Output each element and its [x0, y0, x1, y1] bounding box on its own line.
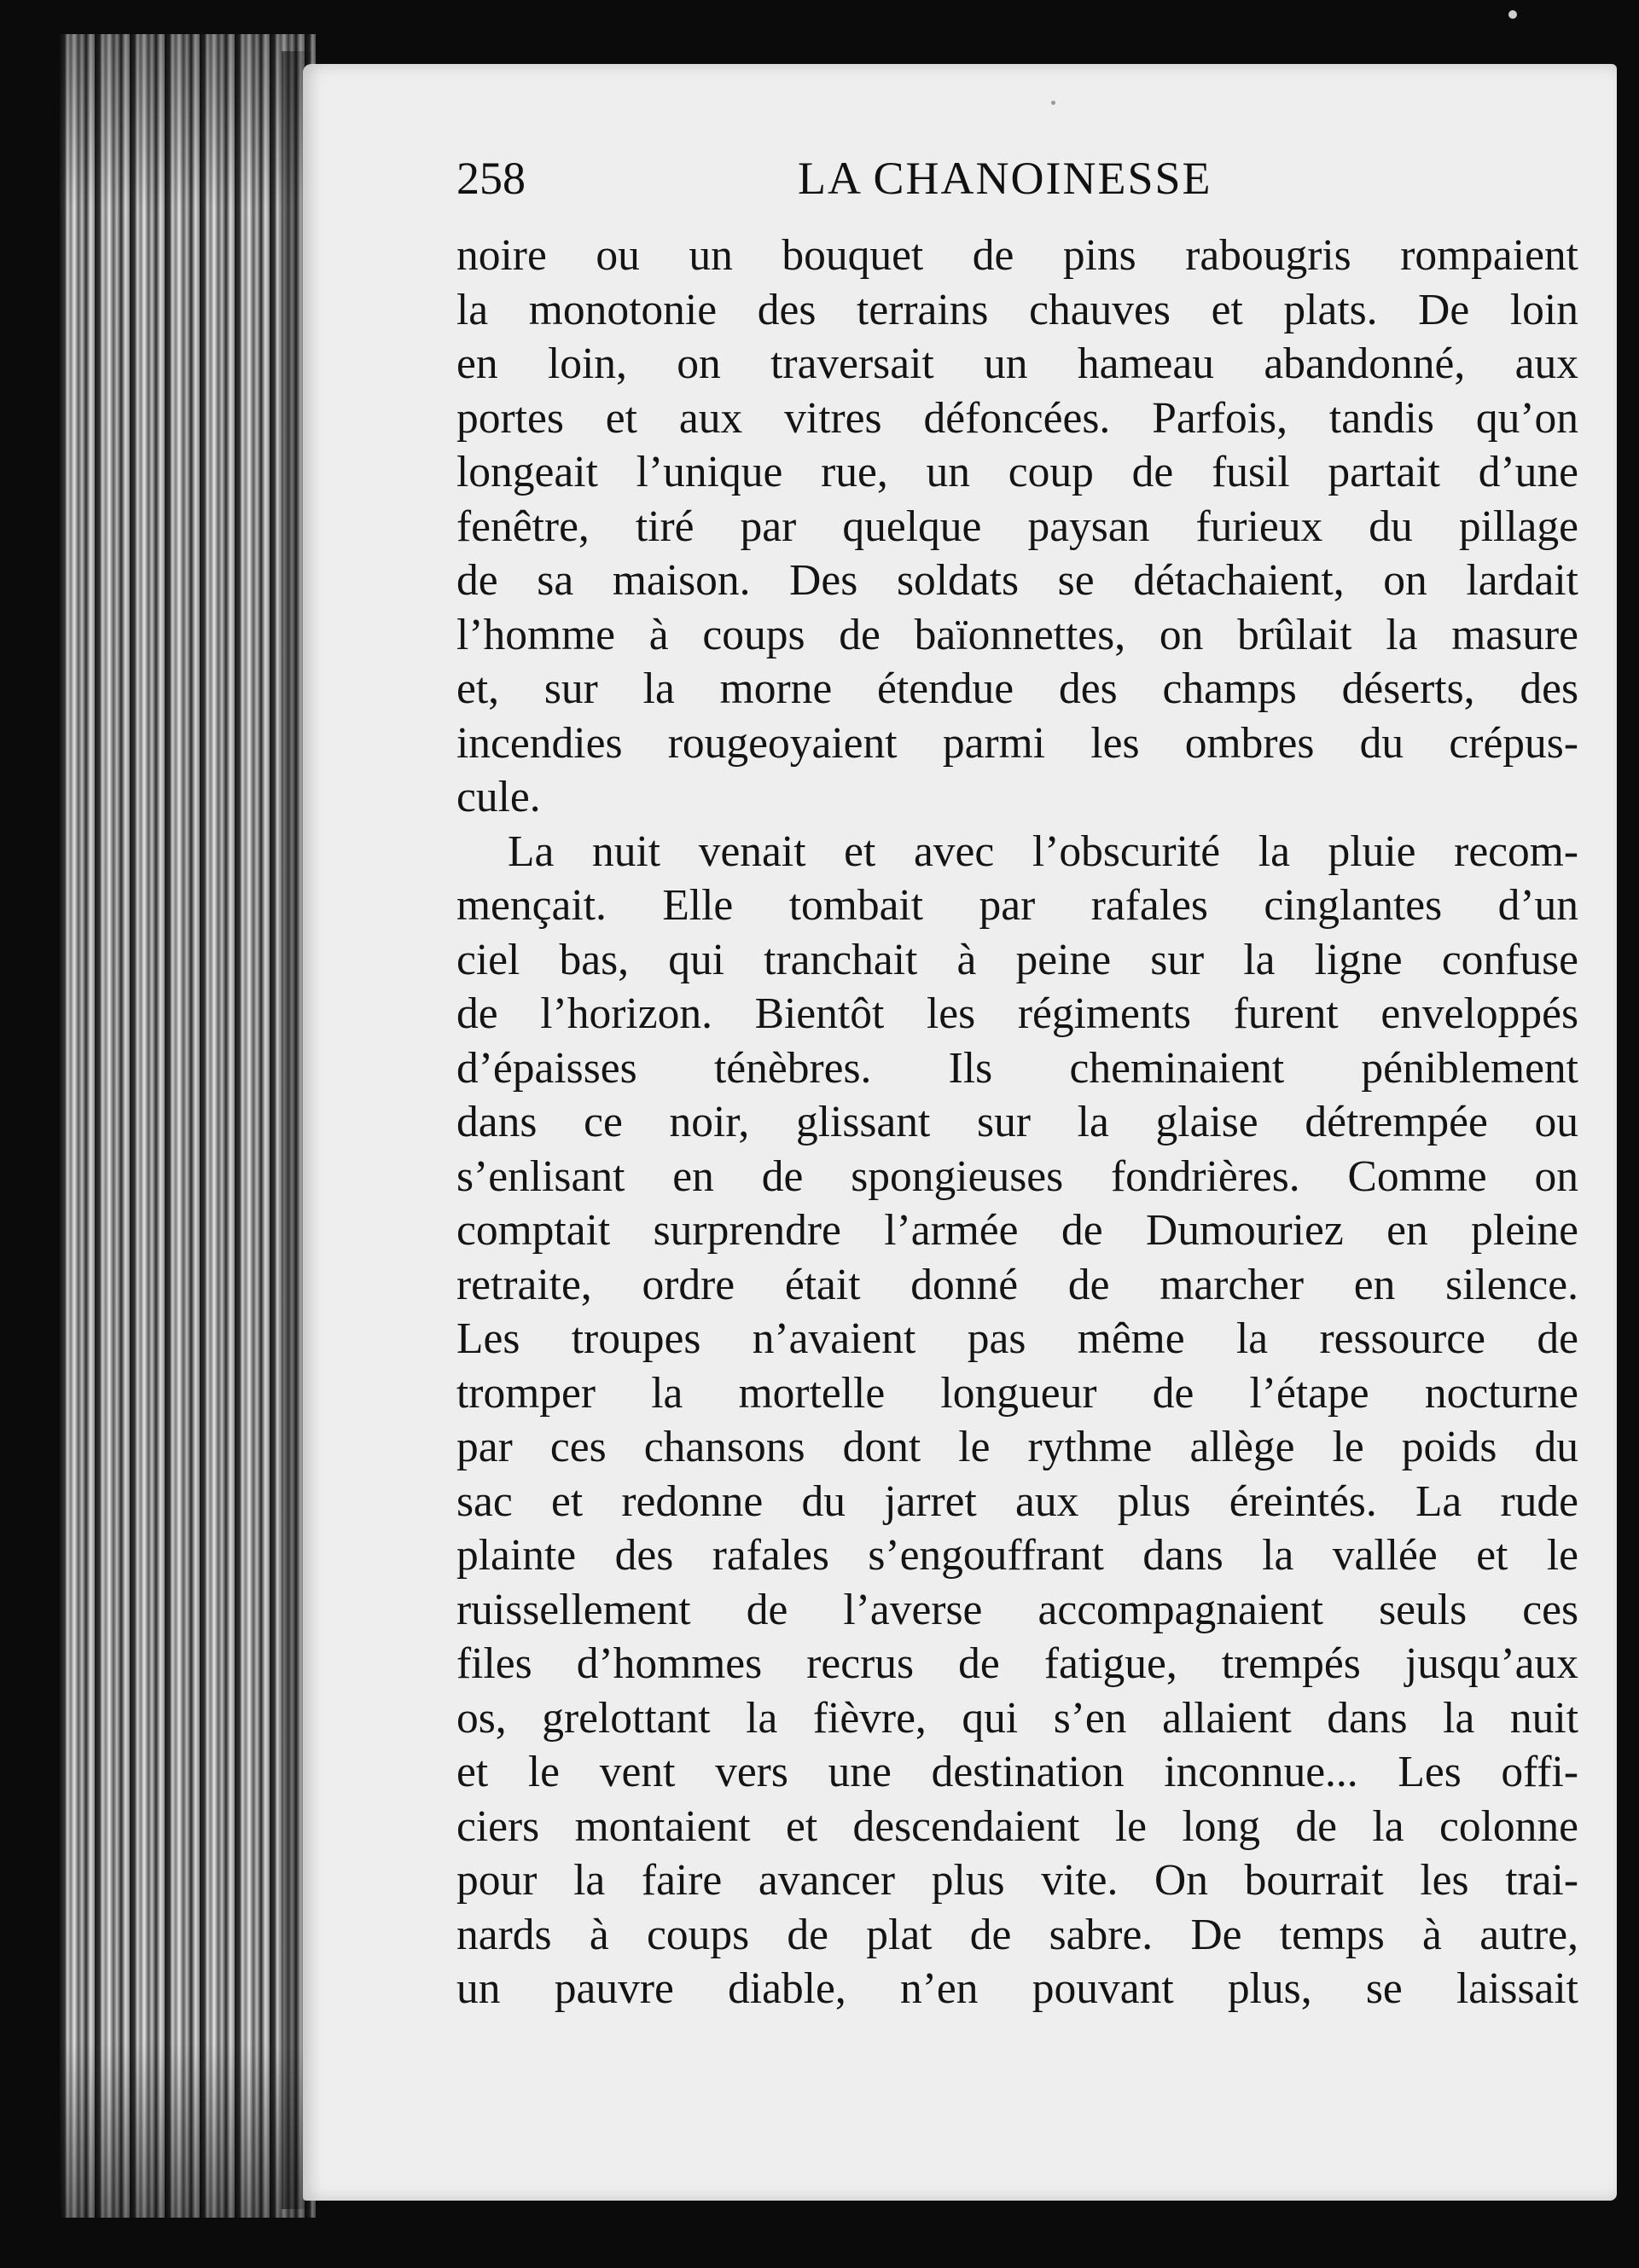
book-page-edges	[60, 34, 316, 2218]
text-line: ciel bas, qui tranchait à peine sur la ligne confuse	[456, 935, 1578, 984]
text-line: cule.	[456, 773, 541, 821]
running-title: LA CHANOINESSE	[798, 153, 1212, 204]
text-line: l’homme à coups de baïonnettes, on brûlait la masure	[456, 610, 1578, 659]
text-line: noire ou un bouquet de pins rabougris rompaient	[456, 231, 1578, 280]
text-line: retraite, ordre était donné de marcher en silence.	[456, 1260, 1578, 1309]
text-line: nards à coups de plat de sabre. De temps à autre,	[456, 1910, 1578, 1959]
text-line: la monotonie des terrains chauves et plats. De loin	[456, 285, 1578, 334]
text-line: ciers montaient et descendaient le long de la colonne	[456, 1801, 1578, 1851]
text-line: fenêtre, tiré par quelque paysan furieux du pillage	[456, 502, 1578, 551]
dust-speck	[1051, 101, 1055, 105]
text-line: comptait surprendre l’armée de Dumouriez en pleine	[456, 1206, 1578, 1255]
running-header	[456, 152, 1578, 212]
text-line: d’épaisses ténèbres. Ils cheminaient péniblement	[456, 1043, 1578, 1093]
text-line: pour la faire avancer plus vite. On bourrait les trai-	[456, 1856, 1578, 1905]
text-line: par ces chansons dont le rythme allège le poids du	[456, 1423, 1578, 1471]
text-line: de sa maison. Des soldats se détachaient, on lardait	[456, 556, 1578, 605]
text-line: os, grelottant la fièvre, qui s’en allaient dans la nuit	[456, 1693, 1578, 1743]
text-line: plainte des rafales s’engouffrant dans la vallée et le	[456, 1531, 1578, 1580]
text-line: mençait. Elle tombait par rafales cinglantes d’un	[456, 881, 1578, 930]
text-line: longeait l’unique rue, un coup de fusil partait d’une	[456, 448, 1578, 496]
text-line: sac et redonne du jarret aux plus éreintés. La rude	[456, 1476, 1578, 1526]
text-line: La nuit venait et avec l’obscurité la pluie recom-	[508, 827, 1578, 876]
text-line: incendies rougeoyaient parmi les ombres du crépus-	[456, 718, 1578, 768]
text-line: en loin, on traversait un hameau abandonné, aux	[456, 339, 1578, 388]
text-line: tromper la mortelle longueur de l’étape nocturne	[456, 1368, 1578, 1418]
text-line: files d’hommes recrus de fatigue, trempés jusqu’aux	[456, 1639, 1578, 1688]
text-line: s’enlisant en de spongieuses fondrières. Comme on	[456, 1151, 1578, 1201]
text-line: et, sur la morne étendue des champs déserts, des	[456, 664, 1578, 713]
text-line: et le vent vers une destination inconnue... Les offi-	[456, 1748, 1578, 1796]
body-text	[456, 229, 1578, 2016]
text-line: de l’horizon. Bientôt les régiments furent enveloppés	[456, 989, 1578, 1038]
page-number: 258	[456, 153, 526, 204]
text-line: ruissellement de l’averse accompagnaient seuls ces	[456, 1585, 1578, 1634]
text-line: un pauvre diable, n’en pouvant plus, se laissait	[456, 1964, 1578, 2013]
text-line: Les troupes n’avaient pas même la ressource de	[456, 1314, 1578, 1363]
dust-speck	[1508, 10, 1517, 19]
text-line: dans ce noir, glissant sur la glaise détrempée ou	[456, 1098, 1578, 1146]
text-line: portes et aux vitres défoncées. Parfois, tandis qu’on	[456, 393, 1578, 443]
